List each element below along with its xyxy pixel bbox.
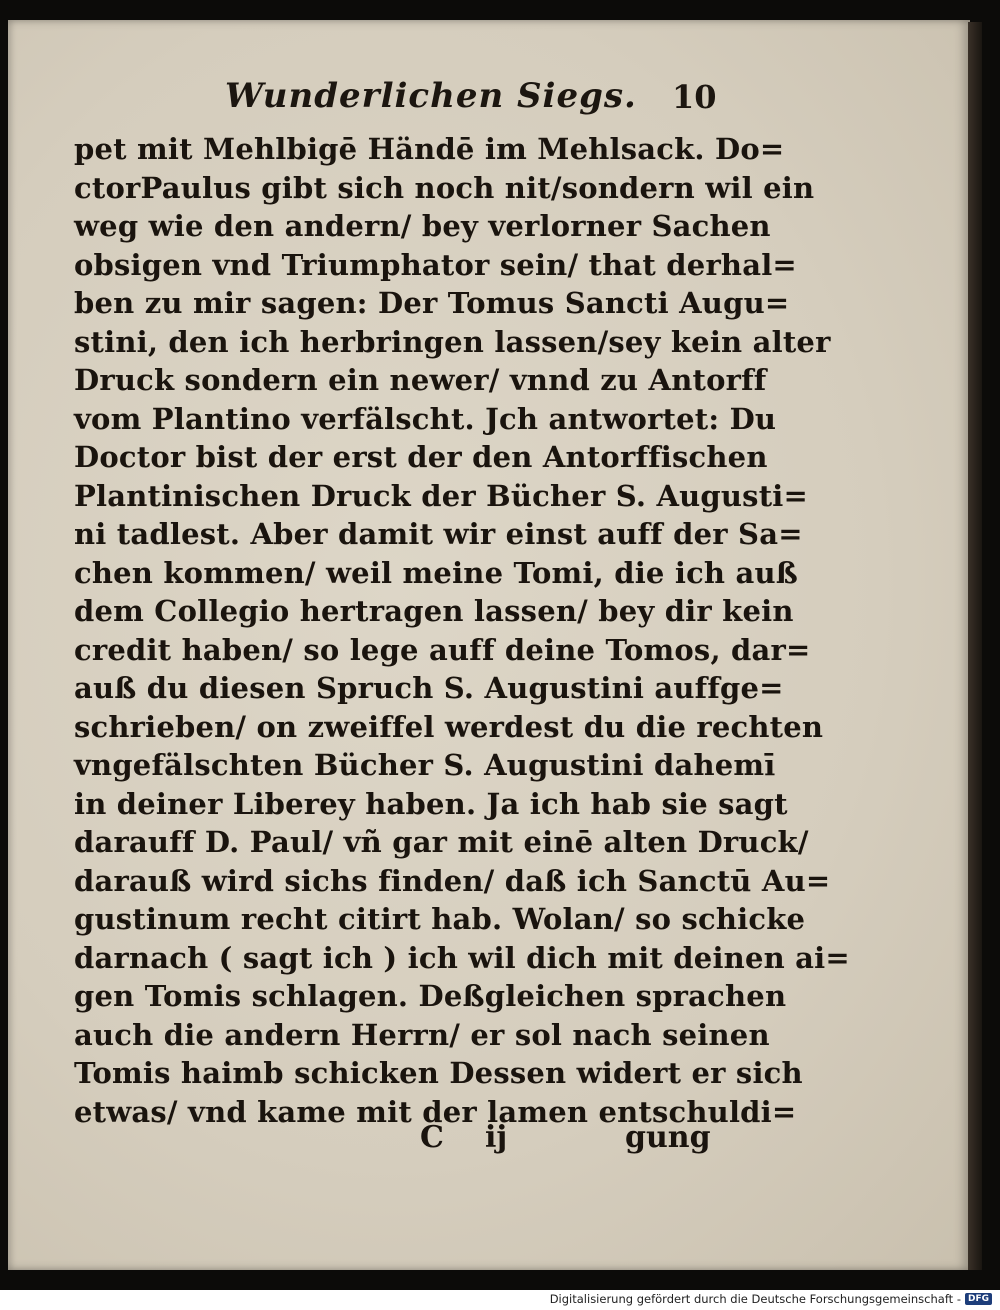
text-line: vom Plantino verfälscht. Jch antwortet: Du xyxy=(74,401,777,436)
text-line: Druck sondern ein newer/ vnnd zu Antorff xyxy=(74,363,767,397)
text-line: obsigen vnd Triumphator sein/ that derhal= xyxy=(74,247,797,282)
text-line: etwas/ vnd kame mit der lamen entschuldi= xyxy=(74,1094,797,1129)
page-header xyxy=(0,76,1000,126)
text-line: gustinum recht citirt hab. Wolan/ so schicke xyxy=(74,902,806,936)
text-line: auß du diesen Spruch S. Augustini auffge= xyxy=(74,671,784,705)
text-line: auch die andern Herrn/ er sol nach seinen xyxy=(74,1017,770,1052)
text-line: Plantinischen Druck der Bücher S. Augusti= xyxy=(74,478,809,513)
digitization-footer xyxy=(550,1292,992,1306)
text-line: in deiner Liberey haben. Ja ich hab sie sagt xyxy=(74,786,788,821)
text-line: Tomis haimb schicken Dessen widert er sich xyxy=(74,1056,803,1090)
page-number: 10 xyxy=(672,78,717,116)
text-line: ctorPaulus gibt sich noch nit/sondern wil ein xyxy=(74,170,815,205)
text-line: vngefälschten Bücher S. Augustini dahemī xyxy=(74,748,776,782)
text-line: chen kommen/ weil meine Tomi, die ich auß xyxy=(74,555,799,590)
signature-number: ij xyxy=(485,1120,508,1155)
text-line: Doctor bist der erst der den Antorffischen xyxy=(74,440,768,474)
text-line: gen Tomis schlagen. Deßgleichen sprachen xyxy=(74,979,787,1013)
text-line: stini, den ich herbringen lassen/sey kein alter xyxy=(74,324,831,359)
text-line: darauff D. Paul/ vñ gar mit einē alten Druck/ xyxy=(74,825,809,859)
book-spine-edge xyxy=(968,22,982,1270)
dfg-logo: DFG xyxy=(965,1293,992,1305)
text-line: darnach ( sagt ich ) ich wil dich mit deinen ai= xyxy=(74,940,850,975)
text-line: dem Collegio hertragen lassen/ bey dir kein xyxy=(74,594,794,628)
running-head: Wunderlichen Siegs. xyxy=(225,76,637,116)
signature-mark: C xyxy=(420,1120,444,1155)
catchword: gung xyxy=(625,1120,711,1155)
text-line: ni tadlest. Aber damit wir einst auff der Sa= xyxy=(74,517,803,551)
text-line: credit haben/ so lege auff deine Tomos, dar= xyxy=(74,632,811,667)
text-line: pet mit Mehlbigē Händē im Mehlsack. Do= xyxy=(74,132,785,166)
text-line: schrieben/ on zweiffel werdest du die rechten xyxy=(74,709,824,744)
funding-credit: Digitalisierung gefördert durch die Deutsche Forschungsgemeinschaft - xyxy=(549,1292,961,1306)
text-line: darauß wird sichs finden/ daß ich Sanctū Au= xyxy=(74,863,831,898)
text-line: ben zu mir sagen: Der Tomus Sancti Augu= xyxy=(74,286,790,320)
body-text xyxy=(74,130,850,1131)
text-line: weg wie den andern/ bey verlorner Sachen xyxy=(74,209,771,243)
